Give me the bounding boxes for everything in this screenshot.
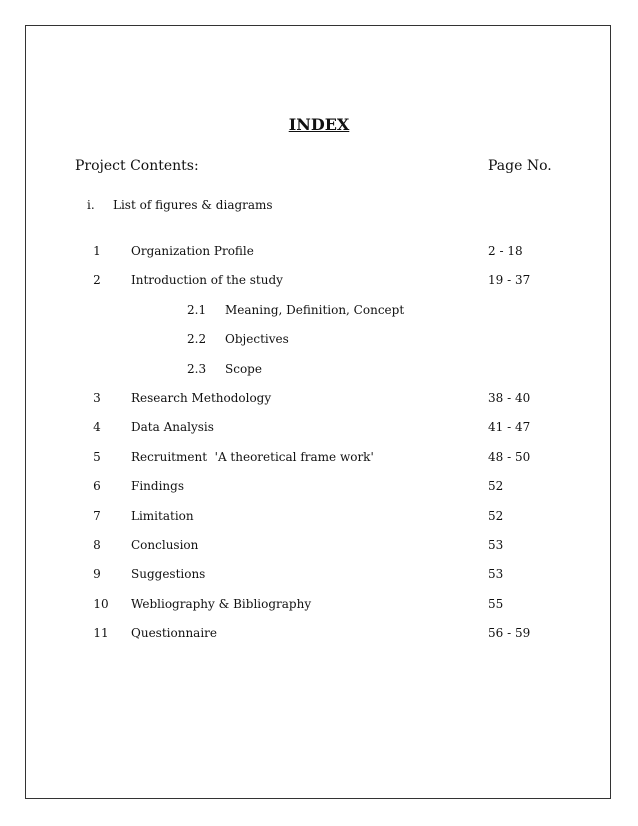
index-item-label: Findings [131,479,184,493]
index-item-number: 9 [93,567,101,581]
intro-item-label: List of figures & diagrams [113,198,273,212]
index-item-number: 7 [93,509,101,523]
index-item-label: Introduction of the study [131,273,283,287]
index-item-number: 1 [93,244,101,258]
index-item-label: Research Methodology [131,391,272,405]
index-item-pages: 56 - 59 [488,626,531,640]
subitem-label: Objectives [225,332,289,346]
page-no-heading: Page No. [488,158,552,174]
page-title: INDEX [288,115,350,134]
index-item-pages: 41 - 47 [488,420,531,434]
index-item-pages: 38 - 40 [488,391,531,405]
index-item-pages: 2 - 18 [488,244,523,258]
index-item-number: 11 [93,626,109,640]
subitem-number: 2.2 [187,332,207,346]
index-item-label: Data Analysis [131,420,214,434]
index-item-label: Suggestions [131,567,206,581]
index-item-number: 8 [93,538,101,552]
index-item-pages: 53 [488,538,504,552]
index-item-label: Limitation [131,509,194,523]
index-item-number: 2 [93,273,101,287]
intro-item-number: i. [87,198,95,212]
index-item-number: 4 [93,420,101,434]
index-item-label: Organization Profile [131,244,254,258]
index-item-pages: 55 [488,597,504,611]
index-item-label: Conclusion [131,538,199,552]
subitem-number: 2.1 [187,303,207,317]
page-border [25,25,611,799]
index-item-number: 5 [93,450,101,464]
index-item-number: 10 [93,597,109,611]
subitem-number: 2.3 [187,362,207,376]
index-item-number: 6 [93,479,101,493]
index-item-label: Questionnaire [131,626,217,640]
index-item-pages: 48 - 50 [488,450,531,464]
index-item-pages: 19 - 37 [488,273,531,287]
index-item-label: Recruitment 'A theoretical frame work' [131,450,374,464]
index-item-pages: 52 [488,509,504,523]
index-item-label: Webliography & Bibliography [131,597,312,611]
subitem-label: Meaning, Definition, Concept [225,303,405,317]
index-item-pages: 52 [488,479,504,493]
index-item-pages: 53 [488,567,504,581]
subitem-label: Scope [225,362,262,376]
contents-heading: Project Contents: [75,158,199,174]
index-item-number: 3 [93,391,101,405]
